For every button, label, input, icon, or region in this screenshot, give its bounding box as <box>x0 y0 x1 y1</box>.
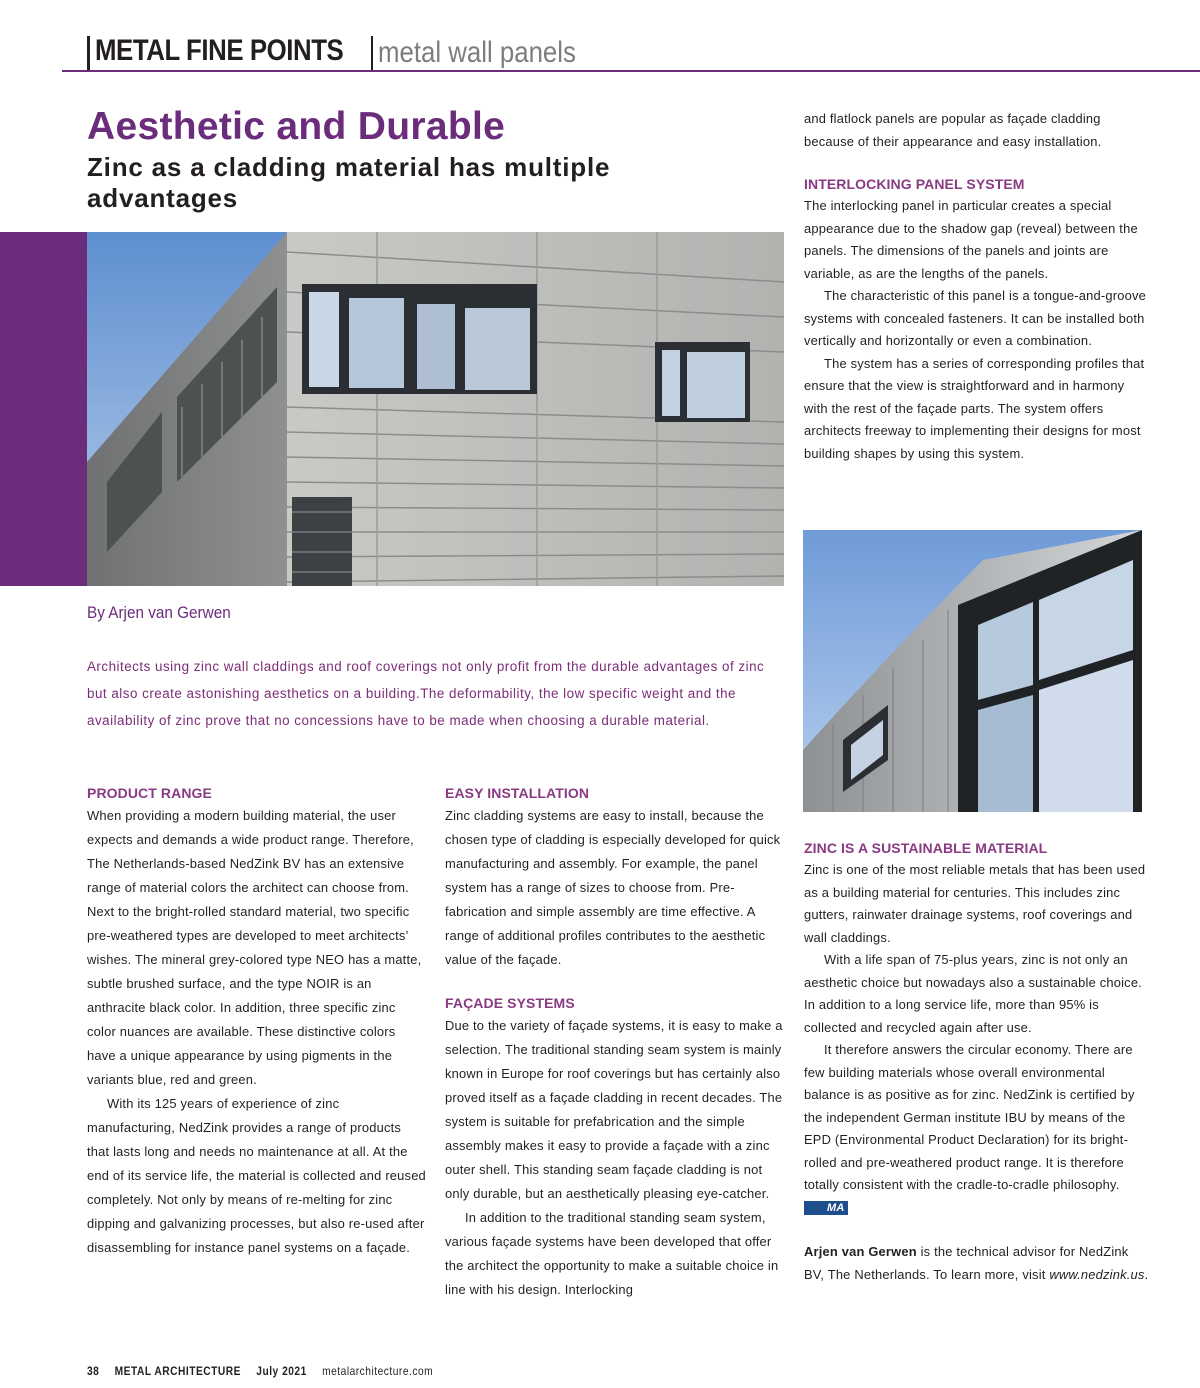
author-name: Arjen van Gerwen <box>804 1244 917 1259</box>
author-bio <box>804 1241 1149 1286</box>
hero-photo <box>87 232 784 586</box>
facade-photo <box>803 530 1142 812</box>
paragraph: The system has a series of corresponding profiles that ensure that the view is straightforward and in harmony with the rest of the façade parts. The system offers architects freeway to implementing their designs for most building shapes by using this system. <box>804 355 1145 461</box>
paragraph: The characteristic of this panel is a tongue-and-groove systems with concealed fasteners. It can be installed both vertically and horizontally or even a combination. <box>804 288 1146 348</box>
paragraph: With a life span of 75-plus years, zinc is not only an aesthetic choice but nowadays also a sustainable choice. In addition to a long service life, more than 95% is collected and recycled again after use. <box>804 952 1142 1035</box>
heading-facade-systems: FAÇADE SYSTEMS <box>445 995 575 1011</box>
heading-easy-installation: EASY INSTALLATION <box>445 785 590 801</box>
paragraph: When providing a modern building material, the user expects and demands a wide product range. Therefore, The Netherlands-based NedZink BV has an extensive range of material colors the architect can choose from. Next to the bright-rolled standard material, two specific pre-weathered types are developed to meet architects’ wishes. The mineral grey-colored type NEO has a matte, subtle brushed surface, and the type NOIR is an anthracite black color. In addition, three specific zinc color nuances are available. These distinctive colors have a unique appearance by using pigments in the variants blue, red and green. <box>87 808 422 1087</box>
article-deck: Architects using zinc wall claddings and roof coverings not only profit from the durable advantages of zinc but also create astonishing aesthetics on a building.The deformability, the low specific weight and the availability of zinc prove that no concessions have to be made when choosing a durable material. <box>87 659 765 728</box>
column-3-top <box>804 108 1149 465</box>
column-1 <box>87 782 427 1260</box>
byline: By Arjen van Gerwen <box>87 603 231 622</box>
header-divider <box>371 36 373 70</box>
header-rule <box>62 70 1200 72</box>
heading-sustainable: ZINC IS A SUSTAINABLE MATERIAL <box>804 840 1048 856</box>
article-subtitle: Zinc as a cladding material has multiple advantages <box>87 152 611 213</box>
section-label: METAL FINE POINTS <box>95 34 344 67</box>
paragraph: In addition to the traditional standing seam system, various façade systems have been developed that offer the architect the opportunity to make a suitable choice in line with his design. Interlocking <box>445 1210 779 1297</box>
paragraph: With its 125 years of experience of zinc manufacturing, NedZink provides a range of products that lasts long and needs no maintenance at all. At the end of its service life, the material is collected and reused completely. Not only by means of re-melting for zinc dipping and galvanizing processes, but also re-used after disassembling for instance panel systems on a façade. <box>87 1096 426 1255</box>
header-bar <box>87 36 90 70</box>
page-number: 38 <box>87 1364 100 1378</box>
column-2 <box>445 782 785 1302</box>
paragraph: Zinc cladding systems are easy to install, because the chosen type of cladding is especially developed for quick manufacturing and assembly. For example, the panel system has a range of sizes to choose from. Pre-fabrication and simple assembly are time effective. A range of additional profiles contributes to the aesthetic value of the façade. <box>445 808 781 967</box>
magazine-name: METAL ARCHITECTURE <box>114 1364 241 1378</box>
issue-date: July 2021 <box>256 1364 307 1378</box>
page-footer <box>87 1364 448 1378</box>
accent-block <box>0 232 87 586</box>
paragraph: Due to the variety of façade systems, it is easy to make a selection. The traditional standing seam system is mainly known in Europe for roof coverings but has certainly also proved itself as a façade cladding in recent decades. The system is suitable for prefabrication and the simple assembly makes it easy to provide a façade with a zinc outer shell. This standing seam façade cladding is not only durable, but an aesthetically pleasing eye-catcher. <box>445 1018 783 1201</box>
bio-text: is the technical advisor for NedZink BV, The Netherlands. To learn more, visit <box>804 1244 1129 1282</box>
heading-interlocking: INTERLOCKING PANEL SYSTEM <box>804 176 1025 192</box>
topic-label: metal wall panels <box>378 36 576 69</box>
paragraph-text: It therefore answers the circular economy. There are few building materials whose overall environmental balance is as positive as for zinc. NedZink is certified by the independent German institute IBU by means of the EPD (Environmental Product Declaration) for its bright-rolled and pre-weathered product range. It is therefore totally consistent with the cradle-to-cradle philosophy. <box>804 1042 1135 1192</box>
paragraph: Zinc is one of the most reliable metals that has been used as a building material for centuries. This includes zinc gutters, rainwater drainage systems, roof coverings and wall claddings. <box>804 862 1146 945</box>
bio-end: . <box>1144 1266 1149 1282</box>
column-3-bottom <box>804 837 1149 1286</box>
end-mark-logo: MA <box>804 1201 848 1215</box>
paragraph <box>804 1039 1149 1219</box>
article-title: Aesthetic and Durable <box>87 105 506 148</box>
bio-link[interactable]: www.nedzink.us <box>1049 1266 1145 1282</box>
paragraph: The interlocking panel in particular creates a special appearance due to the shadow gap (reveal) between the panels. The dimensions of the panels and joints are variable, as are the lengths of the panels. <box>804 198 1138 281</box>
website: metalarchitecture.com <box>322 1364 434 1378</box>
heading-product-range: PRODUCT RANGE <box>87 785 212 801</box>
paragraph: and flatlock panels are popular as façade cladding because of their appearance and easy installation. <box>804 111 1102 149</box>
